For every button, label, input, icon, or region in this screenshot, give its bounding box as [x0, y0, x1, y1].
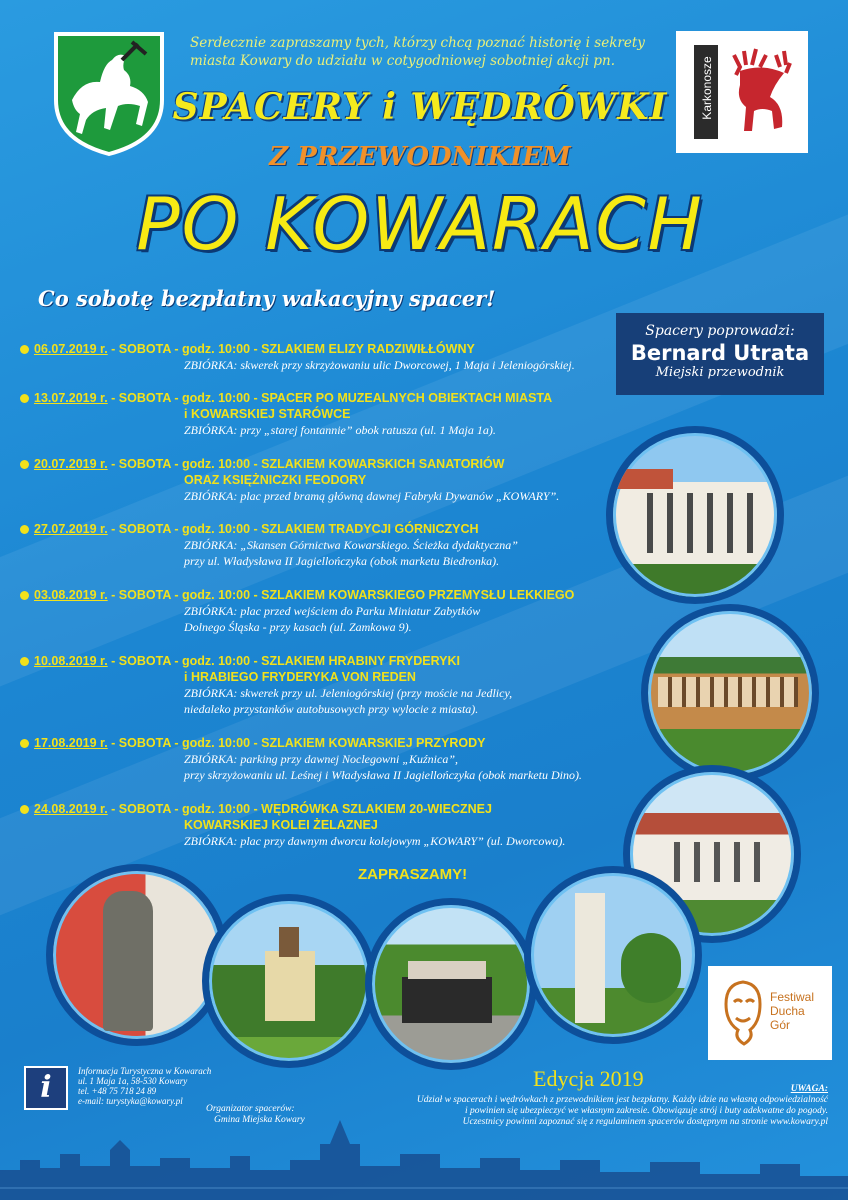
bullet-icon	[20, 739, 29, 748]
photo-palace	[641, 604, 819, 782]
festival-line-2: Ducha	[770, 1004, 805, 1018]
event-meeting: ZBIÓRKA: parking przy dawnej Noclegowni „Kuźnica”,	[184, 752, 458, 766]
event-title: - SOBOTA - godz. 10:00 - SZLAKIEM KOWARSKIEJ PRZYRODY	[107, 736, 486, 750]
guide-intro: Spacery poprowadzi:	[645, 323, 795, 339]
info-icon: i	[24, 1066, 68, 1110]
bullet-icon	[20, 525, 29, 534]
title-line-1: SPACERY i WĘDRÓWKI	[172, 86, 668, 128]
organizer-line-1: Organizator spacerów:	[206, 1104, 295, 1114]
info-email[interactable]: e-mail: turystyka@kowary.pl	[78, 1096, 183, 1106]
notice-line-3[interactable]: Uczestnicy powinni zapoznać się z regulaminem spacerów dostępnym na stronie www.kowary.pl	[462, 1117, 828, 1127]
guide-name: Bernard Utrata	[630, 341, 810, 365]
event-title: - SOBOTA - godz. 10:00 - SZLAKIEM KOWARSKICH SANATORIÓW	[107, 457, 505, 471]
town-skyline-silhouette	[0, 1110, 848, 1200]
title-line-2: Z PRZEWODNIKIEM	[269, 142, 571, 172]
event-date: 13.07.2019 r.	[34, 391, 108, 405]
intro-line-1: Serdecznie zapraszamy tych, którzy chcą poznać historię i sekrety	[190, 35, 645, 51]
event-title: - SOBOTA - godz. 10:00 - WĘDRÓWKA SZLAKIEM 20-WIECZNEJ	[107, 802, 492, 816]
photo-church-tower	[524, 866, 702, 1044]
organizer-line-2: Gmina Miejska Kowary	[214, 1115, 305, 1125]
notice-line-1: Udział w spacerach i wędrówkach z przewodnikiem jest bezpłatny. Każdy idzie na własną odpowiedzialność	[416, 1095, 828, 1105]
event-date: 03.08.2019 r.	[34, 588, 108, 602]
karkonosze-label: Karkonosze	[700, 56, 714, 120]
notice-line-2: i powinien się ubezpieczyć we własnym zakresie. Obowiązuje strój i buty adekwatne do pogody.	[465, 1106, 828, 1116]
festival-face-icon	[720, 978, 766, 1048]
invite-text: ZAPRASZAMY!	[358, 866, 468, 883]
info-line-1: Informacja Turystyczna w Kowarach	[78, 1066, 212, 1076]
bullet-icon	[20, 345, 29, 354]
event-date: 20.07.2019 r.	[34, 457, 108, 471]
photo-chapel	[202, 894, 376, 1068]
event-title-cont: KOWARSKIEJ KOLEI ŻELAZNEJ	[184, 818, 378, 832]
notice-title: UWAGA:	[790, 1084, 828, 1094]
festival-line-3: Gór	[770, 1018, 791, 1032]
kowary-coat-of-arms	[52, 30, 166, 158]
guide-box	[616, 313, 824, 395]
intro-text	[190, 34, 660, 70]
event-date: 17.08.2019 r.	[34, 736, 108, 750]
event-date: 24.08.2019 r.	[34, 802, 108, 816]
photo-mine-cart	[365, 898, 537, 1070]
bullet-icon	[20, 657, 29, 666]
event-title-cont: i KOWARSKIEJ STARÓWCE	[184, 407, 351, 421]
event-meeting: ZBIÓRKA: „Skansen Górnictwa Kowarskiego. Ścieżka dydaktyczna”	[184, 538, 518, 552]
event-meeting: ZBIÓRKA: skwerek przy ul. Jeleniogórskiej (przy moście na Jedlicy,	[184, 686, 513, 700]
event-title: - SOBOTA - godz. 10:00 - SZLAKIEM ELIZY RADZIWIŁŁÓWNY	[107, 342, 475, 356]
event-meeting-2: Dolnego Śląska - przy kasach (ul. Zamkowa 9).	[184, 620, 412, 634]
event-item	[20, 735, 640, 783]
event-meeting-2: przy ul. Władysława II Jagiellończyka (obok marketu Biedronka).	[184, 554, 500, 568]
event-item	[20, 390, 640, 438]
photo-sanatorium	[606, 426, 784, 604]
intro-line-2: miasta Kowary do udziału w cotygodniowej sobotniej akcji pn.	[190, 53, 616, 69]
event-item	[20, 521, 640, 569]
event-title: - SOBOTA - godz. 10:00 - SZLAKIEM KOWARSKIEGO PRZEMYSŁU LEKKIEGO	[107, 588, 575, 602]
bullet-icon	[20, 460, 29, 469]
edition-label: Edycja 2019	[533, 1066, 644, 1091]
event-date: 06.07.2019 r.	[34, 342, 108, 356]
event-meeting-2: przy skrzyżowaniu ul. Leśnej i Władysława II Jagiellończyka (obok marketu Dino).	[184, 768, 582, 782]
karkonosze-logo	[676, 31, 808, 153]
event-title: - SOBOTA - godz. 10:00 - SPACER PO MUZEALNYCH OBIEKTACH MIASTA	[107, 391, 553, 405]
event-item	[20, 801, 640, 849]
event-meeting: ZBIÓRKA: plac przed wejściem do Parku Miniatur Zabytków	[184, 604, 481, 618]
event-title-cont: i HRABIEGO FRYDERYKA VON REDEN	[184, 670, 416, 684]
event-meeting: ZBIÓRKA: przy „starej fontannie” obok ratusza (ul. 1 Maja 1a).	[184, 423, 496, 437]
info-block	[78, 1066, 211, 1106]
event-meeting: ZBIÓRKA: plac przed bramą główną dawnej Fabryki Dywanów „KOWARY”.	[184, 489, 560, 503]
main-title: PO KOWARACH	[136, 182, 704, 266]
event-title-cont: ORAZ KSIĘŻNICZKI FEODORY	[184, 473, 367, 487]
event-date: 27.07.2019 r.	[34, 522, 108, 536]
guide-role: Miejski przewodnik	[655, 365, 785, 380]
event-item	[20, 341, 640, 373]
event-date: 10.08.2019 r.	[34, 654, 108, 668]
info-line-2: ul. 1 Maja 1a, 58-530 Kowary	[78, 1076, 188, 1086]
event-meeting: ZBIÓRKA: plac przy dawnym dworcu kolejowym „KOWARY” (ul. Dworcowa).	[184, 834, 566, 848]
event-item	[20, 587, 640, 635]
festival-logo	[708, 966, 832, 1060]
event-item	[20, 653, 640, 717]
event-title: - SOBOTA - godz. 10:00 - SZLAKIEM TRADYCJI GÓRNICZYCH	[107, 522, 479, 536]
info-line-3: tel. +48 75 718 24 89	[78, 1086, 157, 1096]
event-title: - SOBOTA - godz. 10:00 - SZLAKIEM HRABINY FRYDERYKI	[107, 654, 461, 668]
event-meeting: ZBIÓRKA: skwerek przy skrzyżowaniu ulic Dworcowej, 1 Maja i Jeleniogórskiej.	[184, 358, 575, 372]
karkonosze-deer-icon	[726, 45, 796, 141]
event-meeting-2: niedaleko przystanków autobusowych przy wylocie z miasta).	[184, 702, 479, 716]
bullet-icon	[20, 591, 29, 600]
bullet-icon	[20, 805, 29, 814]
bullet-icon	[20, 394, 29, 403]
photo-miner-statue	[46, 864, 228, 1046]
event-item	[20, 456, 640, 504]
festival-line-1: Festiwal	[770, 990, 815, 1004]
subtitle: Co sobotę bezpłatny wakacyjny spacer!	[38, 286, 496, 311]
